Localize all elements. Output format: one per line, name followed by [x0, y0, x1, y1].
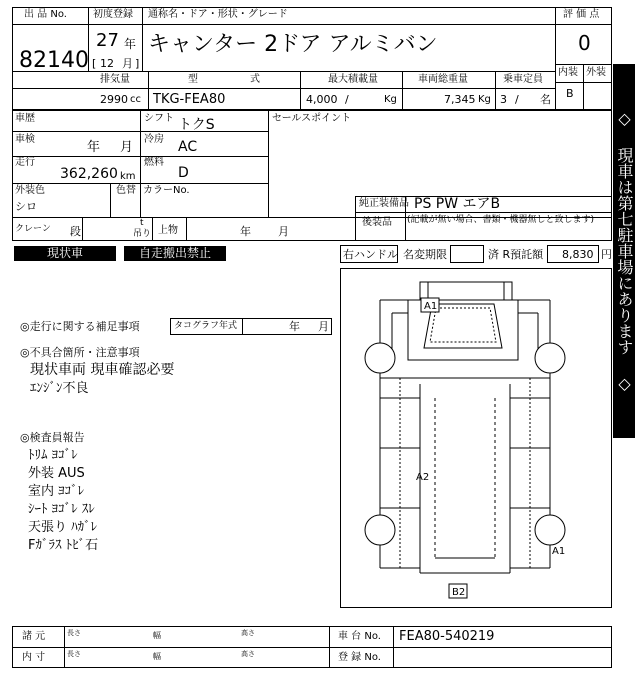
mileage-value: 362,260 — [60, 166, 118, 182]
max-load-value: 4,000 — [306, 93, 338, 106]
first-registration-label: 初度登録 — [93, 9, 133, 20]
dims-label: 諸 元 — [22, 631, 46, 642]
registration-year-unit: 年 — [124, 37, 137, 51]
max-load-unit: Kg — [384, 94, 397, 105]
shift-value: トクS — [178, 117, 215, 133]
inspector-item: 天張り ﾊｶﾞﾚ — [28, 520, 98, 535]
registration-year: 27 — [96, 30, 119, 51]
color-change-label: 色替 — [116, 185, 136, 196]
ac-label: 冷房 — [144, 134, 164, 145]
inspection-month-unit: 月 — [120, 140, 134, 155]
self-drive-prohibited-badge: 自走搬出禁止 — [124, 246, 226, 261]
registration-no-label: 登 録 No. — [338, 652, 381, 663]
lot-number: 82140 — [19, 48, 89, 73]
equipment-value: PS PW エアB — [414, 196, 501, 212]
defects-label: ◎不具合箇所・注意事項 — [20, 346, 140, 359]
vehicle-damage-diagram — [340, 268, 612, 608]
sales-point-label: セールスポイント — [272, 113, 352, 124]
color-value: シロ — [15, 200, 37, 213]
aftermarket-note: (記載が無い場合、書類・機器無しと致します) — [407, 215, 595, 225]
damage-mark: A2 — [416, 472, 430, 483]
crane-lift: 吊り — [133, 229, 152, 239]
crane-label: クレーン — [15, 224, 51, 234]
inspector-item: ｼｰﾄ ﾖｺﾞﾚ ｽﾚ — [28, 502, 95, 517]
capacity-value: 3 — [500, 93, 507, 106]
type-label-a: 型 — [188, 74, 198, 85]
inspector-item: 外装 AUS — [28, 466, 85, 481]
displacement-value: 2990 — [100, 93, 128, 106]
tacho-month-unit: 月 — [318, 320, 329, 333]
gross-weight-label: 車両総重量 — [418, 74, 468, 85]
defect-item: ｴﾝｼﾞﾝ不良 — [30, 381, 89, 396]
mileage-unit: km — [120, 171, 136, 182]
exterior-label: 外装 — [586, 67, 606, 78]
interior-label: 内装 — [558, 67, 578, 78]
tacho-year-unit: 年 — [289, 320, 300, 333]
inner-length: 長さ — [67, 650, 81, 658]
inner-dims-label: 内 寸 — [22, 652, 46, 663]
registration-month-close: ] — [135, 57, 140, 70]
tacho-label: タコグラフ年式 — [174, 321, 238, 331]
crane-stage: 段 — [70, 225, 81, 238]
fuel-label: 燃料 — [144, 157, 164, 168]
registration-month-open: [ — [92, 57, 97, 70]
upper-year-unit: 年 — [240, 225, 251, 238]
title-change-box — [450, 245, 484, 263]
inspector-item: Fｶﾞﾗｽ ﾄﾋﾞ石 — [28, 538, 99, 553]
capacity-unit: 名 — [540, 93, 551, 106]
color-code-label: カラーNo. — [143, 185, 190, 196]
supplement-label: ◎走行に関する補足事項 — [20, 320, 140, 333]
grade-label: 評 価 点 — [563, 9, 600, 20]
registration-month: 12 — [100, 57, 114, 70]
chassis-label: 車 台 No. — [338, 631, 381, 642]
type-value: TKG-FEA80 — [153, 92, 226, 107]
title-change-label: 名変期限 — [403, 248, 447, 261]
dims-length: 長さ — [67, 629, 81, 637]
rhd-label: 右ハンドル — [343, 248, 398, 261]
dims-width: 幅 — [153, 631, 161, 640]
inspection-year-unit: 年 — [87, 140, 101, 155]
gross-weight-unit: Kg — [478, 94, 491, 105]
interior-grade: B — [566, 87, 574, 100]
lot-label: 出 品 No. — [24, 9, 67, 20]
model-name-label: 通称名・ドア・形状・グレード — [148, 9, 288, 20]
grade-value: 0 — [578, 31, 591, 55]
defect-item: 現状車両 現車確認必要 — [30, 362, 175, 378]
displacement-label: 排気量 — [100, 74, 130, 85]
displacement-unit: cc — [130, 94, 141, 105]
color-label: 外装色 — [15, 185, 45, 196]
type-label-b: 式 — [250, 74, 260, 85]
gross-weight-value: 7,345 — [444, 93, 476, 106]
inspector-label: ◎検査員報告 — [20, 431, 85, 444]
equipment-label: 純正装備品 — [359, 198, 409, 209]
inner-height: 高さ — [241, 650, 255, 658]
capacity-sep: / — [515, 93, 519, 106]
crane-t: t — [140, 218, 144, 228]
damage-mark: A1 — [424, 301, 438, 312]
recycle-unit: 円 — [601, 248, 612, 261]
ac-value: AC — [178, 139, 198, 155]
current-condition-badge: 現状車 — [14, 246, 116, 261]
history-label: 車歴 — [15, 113, 35, 124]
inspection-label: 車検 — [15, 134, 35, 145]
max-load-label: 最大積載量 — [328, 74, 378, 85]
damage-mark: A1 — [552, 546, 566, 557]
inner-width: 幅 — [153, 652, 161, 661]
side-notice: ◇ 現車は第七駐車場にあります ◇ — [613, 64, 635, 438]
damage-mark: B2 — [452, 587, 466, 598]
capacity-label: 乗車定員 — [503, 74, 543, 85]
max-load-sep: / — [345, 93, 349, 106]
inspector-item: 室内 ﾖｺﾞﾚ — [28, 484, 85, 499]
shift-label: シフト — [144, 113, 174, 124]
registration-month-unit: 月 — [122, 57, 133, 70]
model-name: キャンター 2ドア アルミバン — [148, 32, 438, 57]
chassis-number: FEA80-540219 — [399, 629, 495, 644]
fuel-value: D — [178, 165, 189, 181]
recycle-label: 済 R預託額 — [488, 248, 544, 261]
dims-height: 高さ — [241, 629, 255, 637]
aftermarket-label: 後装品 — [362, 217, 392, 228]
inspector-item: ﾄﾘﾑ ﾖｺﾞﾚ — [28, 448, 78, 463]
upper-month-unit: 月 — [278, 225, 289, 238]
recycle-amount: 8,830 — [562, 248, 594, 261]
mileage-label: 走行 — [15, 157, 35, 168]
upper-label: 上物 — [158, 225, 178, 236]
